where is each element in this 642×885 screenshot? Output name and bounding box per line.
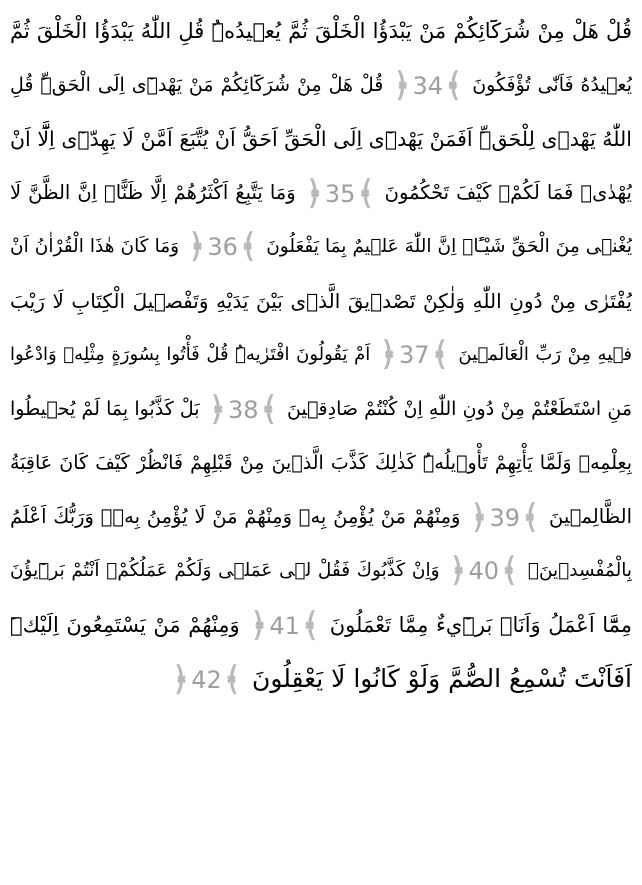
text-line-11 [10,544,632,598]
verse-text: اَفَاَنْتَ تُسْمِعُ الصُّمَّ وَلَوْ كَانُوا لَا يَعْقِلُونَ [251,664,632,693]
text-line-12 [10,598,632,652]
ayah-number-marker: ﴿ 38 ﴾ [209,390,277,429]
text-line-9 [10,436,632,490]
verse-text: وَمِنْهُمْ مَنْ يُؤْمِنُ بِه۪ وَمِنْهُمْ مَنْ لَا يُؤْمِنُ بِه۪ۜ وَرَبُّكَ اَعْلَمُ [10,505,461,528]
ayah-number-marker: ﴿ 36 ﴾ [189,228,257,266]
ayah-number: 36 [207,233,238,261]
verse-text: بِالْمُفْسِد۪ينَ۟ [527,560,632,581]
ayah-number-marker: ﴿ 35 ﴾ [306,174,374,213]
ayah-number: 39 [489,503,521,532]
verse-text: مَنِ اسْتَطَعْتُمْ مِنْ دُونِ اللّٰهِ اِنْ كُنْتُمْ صَادِق۪ينَ [286,398,632,420]
ayah-number: 40 [468,557,499,585]
verse-text: يُهْدٰىۚ فَمَا لَكُمْ۠ كَيْفَ تَحْكُمُونَ [384,181,632,204]
text-line-1 [10,4,632,58]
text-line-2 [10,58,632,112]
ayah-number: 41 [269,612,300,640]
text-line-4 [10,166,632,220]
ayah-number-marker: ﴿ 34 ﴾ [394,66,462,105]
text-line-7 [10,328,632,382]
text-line-8 [10,382,632,436]
verse-text: بِعِلْمِه۪ وَلَمَّا يَأْتِهِمْ تَأْو۪يلُهُۜ كَذٰلِكَ كَذَّبَ الَّذ۪ينَ مِنْ قَبْلِهِمْ فَانْظُرْ كَيْفَ كَانَ عَاقِبَةُ [10,452,632,474]
text-line-5 [10,220,632,274]
verse-text: وَمَا كَانَ هٰذَا الْقُرْاٰنُ اَنْ [10,236,180,257]
ayah-number-marker: ﴿ 41 ﴾ [251,607,319,645]
verse-text: ف۪يهِ مِنْ رَبِّ الْعَالَم۪ينَ [458,344,632,365]
ayah-number-marker: ﴿ 40 ﴾ [450,552,518,590]
verse-text: اللّٰهُ يَهْد۪ى لِلْحَقِّۜ اَفَمَنْ يَهْد۪ٓى اِلَى الْحَقِّ اَحَقُّ اَنْ يُتَّبَعَ اَمَّنْ لَا يَهِدّ۪ٓى اِلَّٓا اَنْ [10,127,632,151]
verse-text: بَلْ كَذَّبُوا بِمَا لَمْ يُح۪يطُوا [10,398,200,420]
ayah-number: 38 [228,395,259,424]
verse-text: وَمِنْهُمْ مَنْ يَسْتَمِعُونَ اِلَيْكَۜ [10,613,240,637]
ayah-number: 34 [412,71,444,100]
verse-text: يُع۪يدُهُ فَاَنّٰى تُؤْفَكُونَ [472,74,632,96]
ayah-number-marker: ﴿ 42 ﴾ [173,661,241,699]
verse-text: قُلْ هَلْ مِنْ شُرَكَٓائِكُمْ مَنْ يَبْدَؤُا الْخَلْقَ ثُمَّ يُع۪يدُهُۜ قُلِ اللّٰهُ يَبْدَؤُا الْخَلْقَ ثُمَّ [10,19,632,43]
ayah-number-marker: ﴿ 37 ﴾ [380,336,448,374]
verse-text: يُغْن۪ى مِنَ الْحَقِّ شَيْـًٔاۜ اِنَّ اللّٰهَ عَل۪يمٌ بِمَا يَفْعَلُونَ [266,236,632,257]
ayah-number-marker: ﴿ 39 ﴾ [471,498,539,537]
text-line-13 [10,652,632,706]
text-line-6 [10,274,632,328]
verse-text: يُفْتَرٰى مِنْ دُونِ اللّٰهِ وَلٰكِنْ تَصْد۪يقَ الَّذ۪ى بَيْنَ يَدَيْهِ وَتَفْص۪يلَ الْكِتَابِ لَا رَيْبَ [10,289,632,313]
text-line-3 [10,112,632,166]
verse-text: قُلْ هَلْ مِنْ شُرَكَٓائِكُمْ مَنْ يَهْد۪ٓى اِلَى الْحَقِّۜ قُلِ [10,74,384,96]
verse-text: اَمْ يَقُولُونَ افْتَرٰيهُۜ قُلْ فَأْتُوا بِسُورَةٍ مِثْلِه۪ وَادْعُوا [10,344,371,365]
ayah-number: 35 [324,179,356,208]
verse-text: مِمَّٓا اَعْمَلُ وَاَنَا۬ بَر۪ٓيءٌ مِمَّا تَعْمَلُونَ [329,613,632,637]
ayah-number: 42 [191,666,222,694]
verse-text: الظَّالِم۪ينَ [549,505,632,528]
verse-text: وَاِنْ كَذَّبُوكَ فَقُلْ ل۪ى عَمَل۪ى وَلَكُمْ عَمَلُكُمْۚ اَنْتُمْ بَر۪ٓيؤُنَ [10,560,440,581]
text-line-10 [10,490,632,544]
verse-text: وَمَا يَتَّبِعُ اَكْثَرُهُمْ اِلَّا ظَنًّاۜ اِنَّ الظَّنَّ لَا [10,181,296,204]
ayah-number: 37 [399,341,430,369]
